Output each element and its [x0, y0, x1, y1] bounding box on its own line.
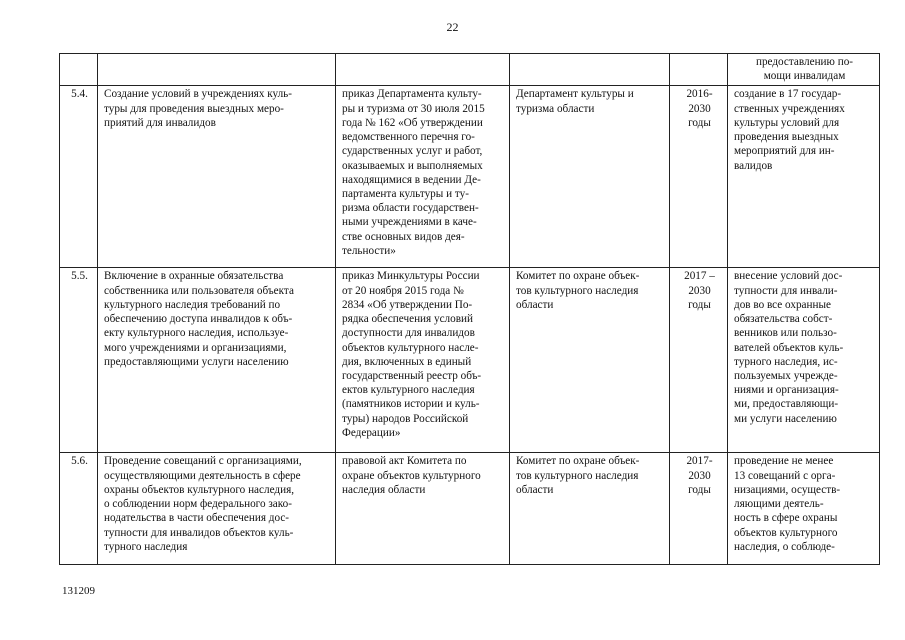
table-row	[60, 453, 880, 565]
row-number: 5.5.	[60, 268, 98, 453]
table-row	[60, 86, 880, 268]
page-number: 22	[446, 20, 459, 34]
legal-act-text: правовой акт Комитета по охране объектов культурного наследия области	[336, 453, 510, 565]
row-number: 5.6.	[60, 453, 98, 565]
cell-executor	[510, 54, 670, 86]
result-text: проведение не менее 13 совещаний с орга- низациями, осуществ- ляющими деятель- ность в сфере охраны объектов культурного наследия, о соблюде-	[728, 453, 880, 565]
result-text: создание в 17 государ- ственных учреждениях культуры условий для проведения выездных мероприятий для ин- валидов	[728, 86, 880, 268]
legal-act-text: приказ Департамента культу- ры и туризма от 30 июля 2015 года № 162 «Об утверждении ведомственного перечня го- сударственных услуг и работ, оказываемых и выполняемых находящимися в ведении Де- партамента культуры и ту- ризма области государствен- ными учреждениями в каче- стве основных видов дея- тельности»	[336, 86, 510, 268]
table-row	[60, 268, 880, 453]
measure-text: Создание условий в учреждениях куль- туры для проведения выездных меро- приятий для инвалидов	[98, 86, 336, 268]
executor-text: Департамент культуры и туризма области	[510, 86, 670, 268]
document-code: 131209	[62, 585, 95, 597]
years-text: 2017- 2030 годы	[670, 453, 728, 565]
cell-legal-act	[336, 54, 510, 86]
table-row-continuation	[60, 54, 880, 86]
legal-act-text: приказ Минкультуры России от 20 ноября 2015 года № 2834 «Об утверждении По- рядка обеспечения условий доступности для инвалидов объектов культурного насле- дия, включенных в единый государственный реестр объ- ектов культурного наследия (памятников истории и куль- туры) народов Российской Федерации»	[336, 268, 510, 453]
years-text: 2017 – 2030 годы	[670, 268, 728, 453]
executor-text: Комитет по охране объек- тов культурного наследия области	[510, 268, 670, 453]
measures-table	[59, 53, 880, 565]
cell-num	[60, 54, 98, 86]
row-number: 5.4.	[60, 86, 98, 268]
cell-years	[670, 54, 728, 86]
measure-text: Включение в охранные обязательства собственника или пользователя объекта культурного наследия требований по обеспечению доступа инвалидов к объ- екту культурного наследия, используе- мого учреждениями и организациями, предоставляющими услуги населению	[98, 268, 336, 453]
executor-text: Комитет по охране объек- тов культурного наследия области	[510, 453, 670, 565]
years-text: 2016- 2030 годы	[670, 86, 728, 268]
cell-result: предоставлению по- мощи инвалидам	[728, 54, 880, 86]
cell-measure	[98, 54, 336, 86]
result-text: внесение условий дос- тупности для инвали- дов во все охранные обязательства собст- венников или пользо- вателей объектов куль- турного наследия, ис- пользуемых учрежде- ниями и организация- ми, предоставляющи- ми услуги населению	[728, 268, 880, 453]
measure-text: Проведение совещаний с организациями, осуществляющими деятельность в сфере охраны объектов культурного наследия, о соблюдении норм федерального зако- нодательства в части обеспечения дос- тупности для инвалидов объектов куль- турного наследия	[98, 453, 336, 565]
